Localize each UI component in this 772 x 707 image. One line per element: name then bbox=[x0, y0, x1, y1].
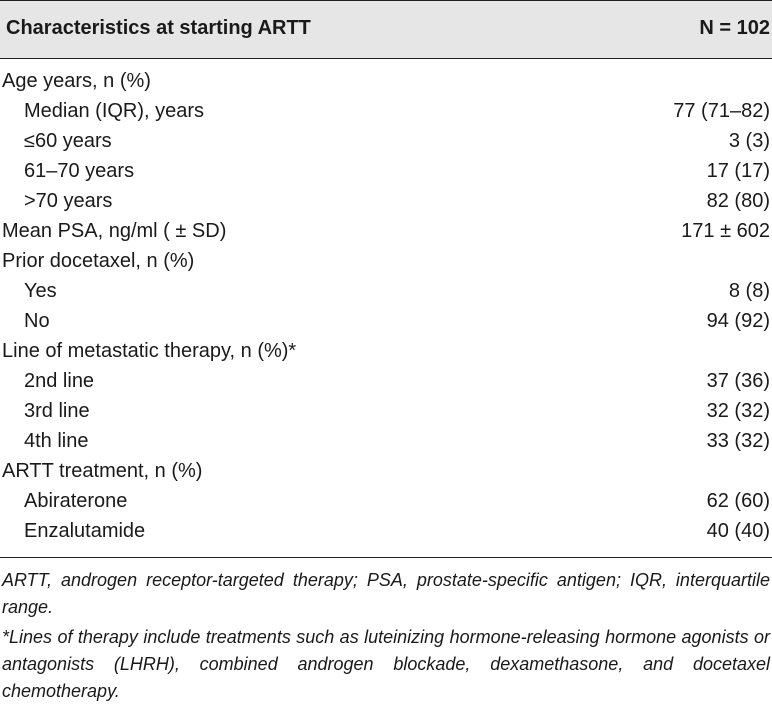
table-row bbox=[0, 430, 772, 460]
table-row bbox=[0, 220, 772, 250]
table-row bbox=[0, 160, 772, 190]
table-header bbox=[0, 0, 772, 58]
row-label: 2nd line bbox=[24, 370, 95, 392]
row-value: 62 (60) bbox=[706, 490, 770, 512]
table-row bbox=[0, 370, 772, 400]
table-row bbox=[0, 340, 772, 370]
table-row bbox=[0, 310, 772, 340]
table-row bbox=[0, 190, 772, 220]
row-label: 3rd line bbox=[24, 400, 90, 422]
row-label: ≤60 years bbox=[24, 130, 112, 152]
table-row bbox=[0, 520, 772, 550]
row-value: 32 (32) bbox=[706, 400, 770, 422]
row-value: 171 ± 602 bbox=[681, 220, 770, 242]
row-value: 33 (32) bbox=[706, 430, 770, 452]
row-label: >70 years bbox=[24, 190, 113, 212]
row-value: 40 (40) bbox=[706, 520, 770, 542]
row-value: 8 (8) bbox=[728, 280, 770, 302]
row-label: Line of metastatic therapy, n (%)* bbox=[2, 340, 297, 362]
row-label: Median (IQR), years bbox=[24, 100, 205, 122]
table-row bbox=[0, 490, 772, 520]
table-row bbox=[0, 460, 772, 490]
row-value: 3 (3) bbox=[728, 130, 770, 152]
table-row bbox=[0, 250, 772, 280]
header-n: N = 102 bbox=[699, 17, 770, 39]
row-value: 82 (80) bbox=[706, 190, 770, 212]
row-label: Mean PSA, ng/ml ( ± SD) bbox=[2, 220, 227, 242]
top-rule bbox=[0, 0, 772, 1]
table-row bbox=[0, 130, 772, 160]
row-value: 94 (92) bbox=[706, 310, 770, 332]
table-row bbox=[0, 280, 772, 310]
row-label: Abiraterone bbox=[24, 490, 128, 512]
row-label: No bbox=[24, 310, 50, 332]
table-row bbox=[0, 70, 772, 100]
row-label: 4th line bbox=[24, 430, 89, 452]
row-label: Yes bbox=[24, 280, 57, 302]
footnote-lines-of-therapy: *Lines of therapy include treatments such as luteinizing hormone-releasing hormone agonists or antagonists (LHRH), combined androgen blockade, dexamethasone, and docetaxel chemotherapy. bbox=[2, 627, 770, 701]
table-row bbox=[0, 100, 772, 130]
header-rule bbox=[0, 58, 772, 59]
row-value: 77 (71–82) bbox=[673, 100, 770, 122]
row-value: 37 (36) bbox=[706, 370, 770, 392]
bottom-rule bbox=[0, 557, 772, 558]
row-label: Prior docetaxel, n (%) bbox=[2, 250, 195, 272]
footnote-abbreviations: ARTT, androgen receptor-targeted therapy; PSA, prostate-specific antigen; IQR, interquartile range. bbox=[2, 570, 770, 617]
row-label: ARTT treatment, n (%) bbox=[2, 460, 203, 482]
row-label: Enzalutamide bbox=[24, 520, 146, 542]
row-label: Age years, n (%) bbox=[2, 70, 151, 92]
table-row bbox=[0, 400, 772, 430]
row-value: 17 (17) bbox=[706, 160, 770, 182]
header-characteristic: Characteristics at starting ARTT bbox=[6, 17, 311, 39]
row-label: 61–70 years bbox=[24, 160, 135, 182]
